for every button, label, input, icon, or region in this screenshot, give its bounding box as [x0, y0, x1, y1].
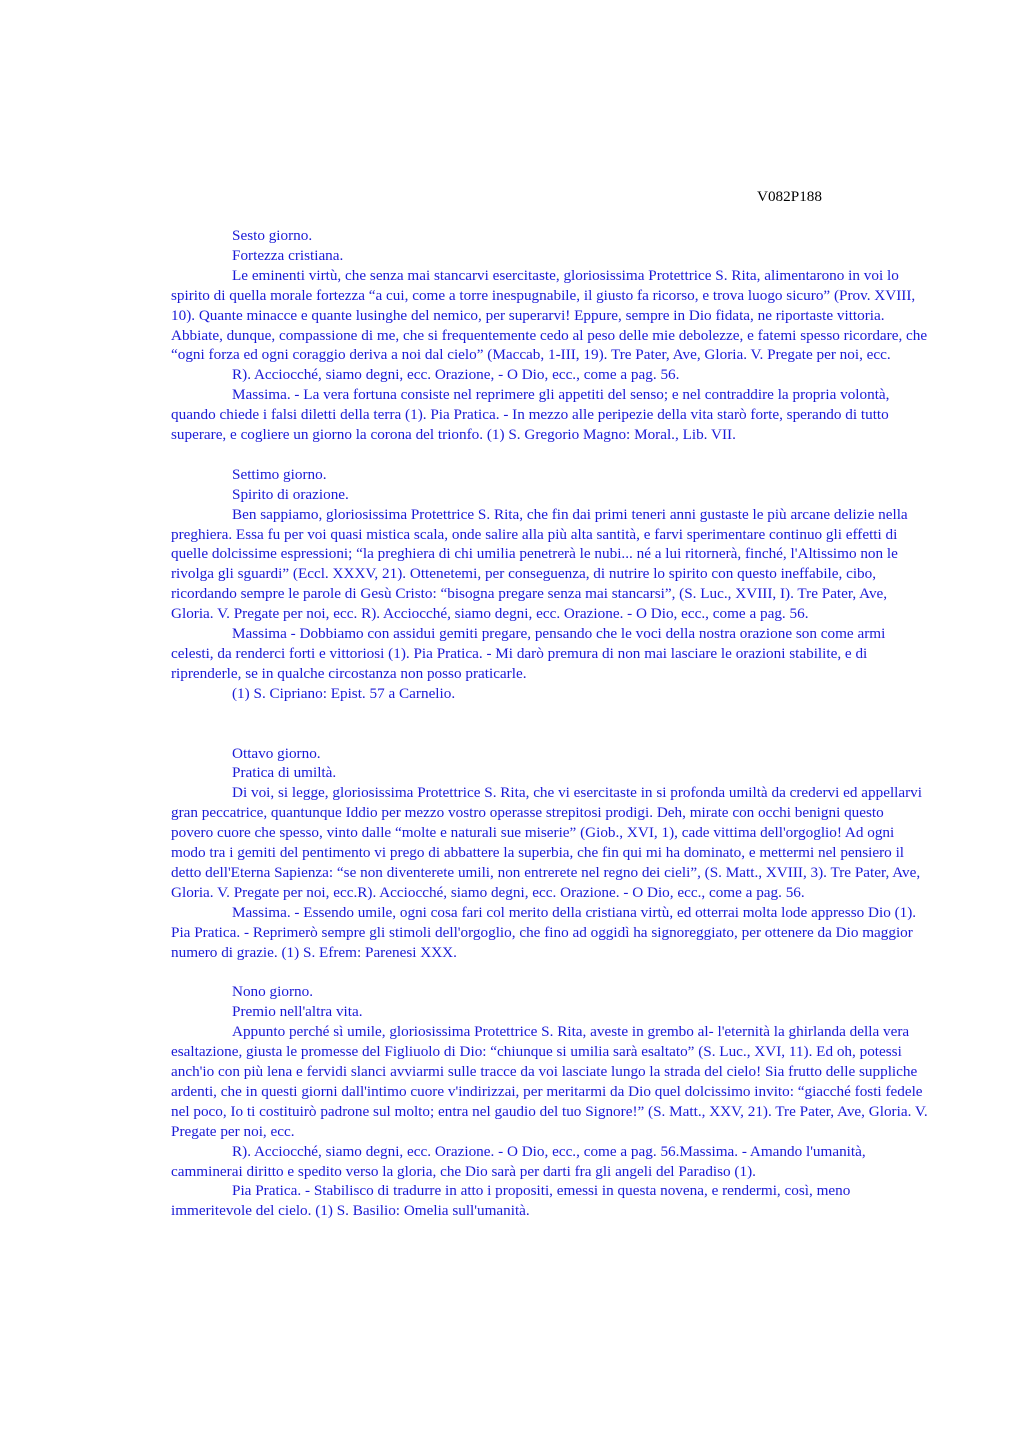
section-title: Ottavo giorno. — [232, 744, 321, 762]
section-subtitle: Pratica di umiltà. — [232, 764, 337, 782]
document-body — [171, 226, 928, 1221]
section-spacer — [171, 445, 928, 465]
section-subtitle: Spirito di orazione. — [232, 485, 349, 503]
section-nono-giorno — [171, 982, 928, 1221]
prayer-paragraph: Appunto perché sì umile, gloriosissima Protettrice S. Rita, aveste in grembo al- l'eternità la ghirlanda della vera esaltazione, giusta le promesse del Figliuolo di Dio: “chiunque si umilia sarà esaltato” (S. Luc., XVI, 11). Ed oh, potessi anch'io con più lena e fervidi slanci avviarmi sulle tracce da voi lasciate lungo la strada del cielo! Sia frutto delle suppliche ardenti, che in questi giorni dall'intimo cuore v'indirizzai, per meritarmi da Dio quel dolcissimo invito: “giacché fosti fedele nel poco, Io ti costituirò padrone sul molto; entra nel gaudio del tuo Signore!” (S. Matt., XXV, 21). Tre Pater, Ave, Gloria. V. Pregate per noi, ecc. — [171, 1023, 928, 1140]
section-sesto-giorno — [171, 226, 928, 445]
section-spacer — [171, 963, 928, 983]
practice-paragraph: Pia Pratica. - Stabilisco di tradurre in atto i propositi, emessi in questa novena, e rendermi, così, meno immeritevole del cielo. (1) S. Basilio: Omelia sull'umanità. — [171, 1182, 851, 1220]
section-settimo-giorno — [171, 465, 928, 704]
section-subtitle: Premio nell'altra vita. — [232, 1003, 363, 1021]
maxim-paragraph: Massima. - Essendo umile, ogni cosa fari col merito della cristiana virtù, ed otterrai molta lode appresso Dio (1). Pia Pratica. - Reprimerò sempre gli stimoli dell'orgoglio, che fino ad oggidì ha signoreggiato, per ottenere da Dio maggior numero di grazie. (1) S. Efrem: Parenesi XXX. — [171, 903, 917, 961]
prayer-paragraph: Le eminenti virtù, che senza mai stancarvi esercitaste, gloriosissima Protettrice S. Rita, alimentarono in voi lo spirito di quella morale fortezza “a cui, come a torre inespugnabile, il giusto fa ricorso, e trova luogo sicuro” (Prov. XVIII, 10). Quante minacce e quante lusinghe del nemico, per superarvi! Eppure, sempre in Dio fidata, ne riportaste vittoria. Abbiate, dunque, compassione di me, che si frequentemente cedo al peso delle mie debolezze, e fatemi spesso ricordare, che “ogni forza ed ogni coraggio deriva a noi dal cielo” (Maccab, 1-III, 19). Tre Pater, Ave, Gloria. V. Pregate per noi, ecc. — [171, 266, 928, 364]
page-identifier: V082P188 — [757, 188, 822, 205]
maxim-paragraph: Massima. - La vera fortuna consiste nel reprimere gli appetiti del senso; e nel contraddire la propria volontà, quando chiede i falsi diletti della terra (1). Pia Pratica. - In mezzo alle peripezie della vita starò forte, sperando di tutto superare, e cogliere un giorno la corona del trionfo. (1) S. Gregorio Magno: Moral., Lib. VII. — [171, 386, 890, 444]
section-title: Nono giorno. — [232, 983, 313, 1001]
section-subtitle: Fortezza cristiana. — [232, 246, 344, 264]
maxim-paragraph: Massima - Dobbiamo con assidui gemiti pregare, pensando che le voci della nostra orazione son come armi celesti, da renderci forti e vittoriosi (1). Pia Pratica. - Mi darò premura di non mai lasciare le orazioni stabilite, e di riprenderle, se in qualche circostanza non posso praticarle. — [171, 625, 886, 682]
section-spacer — [171, 704, 928, 744]
section-ottavo-giorno — [171, 744, 928, 963]
response-paragraph: R). Acciocché, siamo degni, ecc. Orazione. - O Dio, ecc., come a pag. 56.Massima. - Amando l'umanità, camminerai diritto e spedito verso la gloria, che Dio sarà per darti fra gli angeli del Paradiso (1). — [171, 1142, 866, 1180]
section-title: Sesto giorno. — [232, 227, 313, 244]
footnote-paragraph: (1) S. Cipriano: Epist. 57 a Carnelio. — [232, 684, 456, 702]
section-title: Settimo giorno. — [232, 465, 327, 483]
response-paragraph: R). Acciocché, siamo degni, ecc. Orazione, - O Dio, ecc., come a pag. 56. — [232, 366, 680, 384]
prayer-paragraph: Di voi, si legge, gloriosissima Protettrice S. Rita, che vi esercitaste in si profonda umiltà da credervi ed appellarvi gran peccatrice, quantunque Iddio per mezzo vostro operasse strepitosi prodigi. Deh, mirate con occhi benigni questo povero cuore che spesso, vinto dalle “molte e naturali sue miserie” (Giob., XVI, 1), cade vittima dell'orgoglio! Ad ogni modo tra i gemiti del pentimento vi prego di abbattere la superbia, che fin qui mi ha dominato, e mettermi nel pensiero il detto dell'Eterna Sapienza: “se non diventerete umili, non entrerete nel regno dei cieli”, (S. Matt., XVIII, 3). Tre Pater, Ave, Gloria. V. Pregate per noi, ecc.R). Acciocché, siamo degni, ecc. Orazione. - O Dio, ecc., come a pag. 56. — [171, 784, 923, 901]
prayer-paragraph: Ben sappiamo, gloriosissima Protettrice S. Rita, che fin dai primi teneri anni gustaste le più arcane delizie nella preghiera. Essa fu per voi quasi mistica scala, onde salire alla più alta santità, e farvi sperimentare continuo gli effetti di quelle dolcissime espressioni; “la preghiera di chi umilia penetrerà le nubi... né a lui ritornerà, finché, l'Altissimo non le rivolga gli sguardi” (Eccl. XXXV, 21). Ottenetemi, per conseguenza, di nutrire lo spirito con questo ineffabile, cibo, ricordando sempre le parole di Gesù Cristo: “bisogna pregare senza mai stancarsi”, (S. Luc., XVIII, I). Tre Pater, Ave, Gloria. V. Pregate per noi, ecc. R). Acciocché, siamo degni, ecc. Orazione. - O Dio, ecc., come a pag. 56. — [171, 505, 908, 623]
